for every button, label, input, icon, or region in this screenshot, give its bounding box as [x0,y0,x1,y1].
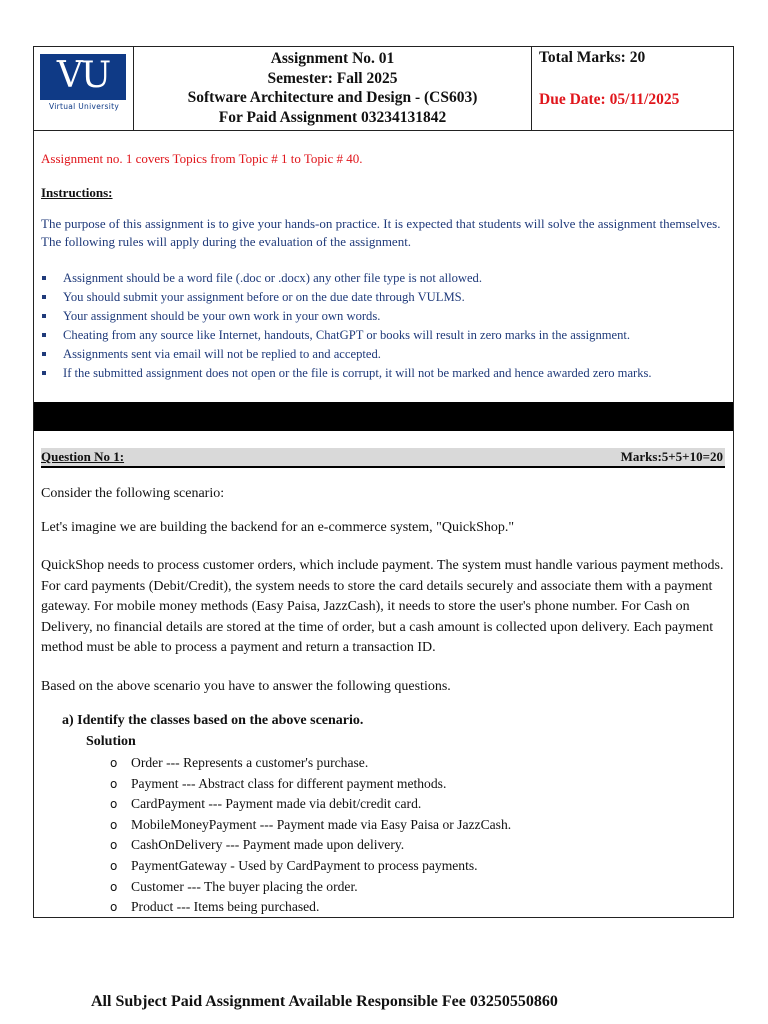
footer-advert: All Subject Paid Assignment Available Responsible Fee 03250550860 [91,993,558,1010]
vu-logo-mark [40,54,126,100]
title-cell [134,47,532,130]
question-marks: Marks:5+5+10=20 [620,449,723,464]
rule-item [41,326,652,345]
bullet-square-icon [42,314,46,318]
class-item [106,753,511,774]
rule-text: Cheating from any source like Internet, handouts, ChatGPT or books will result in zero marks in the assignment. [63,328,631,342]
class-text: CardPayment --- Payment made via debit/credit card. [131,796,422,812]
assignment-frame [33,46,734,918]
instructions-purpose: The purpose of this assignment is to give your hands-on practice. It is expected that students will solve the assignment themselves. The following rules will apply during the evaluation of the assignment. [41,216,721,249]
vu-logo-letters: VU [56,55,110,96]
bullet-square-icon [42,371,46,375]
rule-text: Your assignment should be your own work in your own words. [63,309,381,323]
course-name: Software Architecture and Design - (CS603) [187,89,478,106]
rule-text: If the submitted assignment does not open or the file is corrupt, it will not be marked and hence awarded zero marks. [63,366,652,380]
total-marks: Total Marks: 20 [539,49,646,66]
bullet-square-icon [42,295,46,299]
paid-assignment-contact: For Paid Assignment 03234131842 [218,108,447,126]
class-item [106,774,511,795]
scenario-imagine: Let's imagine we are building the backend for an e-commerce system, "QuickShop." [41,520,515,535]
rules-list [41,269,652,383]
class-item [106,897,511,918]
bullet-circle-icon: o [110,838,118,853]
rule-item [41,288,652,307]
semester: Semester: Fall 2025 [267,69,398,87]
class-text: Order --- Represents a customer's purchase. [131,755,369,770]
topics-note: Assignment no. 1 covers Topics from Topic # 1 to Topic # 40. [41,151,363,166]
scenario-description: QuickShop needs to process customer orders, which include payment. The system must handle various payment methods. For card payments (Debit/Credit), the system needs to store the card details securely and associate them with a payment gateway. For mobile money methods (Easy Paisa, JazzCash), it needs to store the user's phone number. For Cash on Delivery, no financial details are stored at the time of order, but a cash amount is collected upon delivery. Each payment method must be able to process a payment and return a transaction ID. [41,558,724,655]
class-item [106,815,511,836]
class-text: Customer --- The buyer placing the order. [131,878,358,894]
marks-cell [532,47,733,130]
instructions-heading: Instructions: [41,185,113,200]
class-text: MobileMoneyPayment --- Payment made via Easy Paisa or JazzCash. [131,816,512,832]
class-item [106,794,511,815]
bullet-square-icon [42,276,46,280]
bullet-circle-icon: o [110,817,118,832]
question-label: Question No 1: [41,449,125,464]
class-item [106,877,511,898]
section-divider-bar [34,402,733,431]
rule-text: Assignment should be a word file (.doc or .docx) any other file type is not allowed. [63,271,482,285]
bullet-circle-icon: o [110,797,118,812]
bullet-circle-icon: o [110,756,118,770]
class-text: Product --- Items being purchased. [131,899,320,915]
bullet-circle-icon: o [110,776,118,791]
class-item [106,856,511,877]
class-text: Payment --- Abstract class for different payment methods. [131,775,447,791]
bullet-circle-icon: o [110,858,118,873]
solution-label: Solution [86,734,136,749]
rule-item [41,307,652,326]
question-header-bar [41,448,725,468]
class-text: PaymentGateway - Used by CardPayment to process payments. [131,857,478,873]
bullet-circle-icon: o [110,879,118,894]
bullet-circle-icon: o [110,900,118,915]
class-item [106,835,511,856]
scenario-intro: Consider the following scenario: [41,486,225,501]
scenario-based-on: Based on the above scenario you have to answer the following questions. [41,679,451,694]
vu-logo-caption: Virtual University [48,102,120,111]
class-text: CashOnDelivery --- Payment made upon delivery. [131,837,405,853]
bullet-square-icon [42,352,46,356]
rule-item [41,269,652,288]
rule-item [41,364,652,383]
assignment-header-table [34,47,733,131]
logo-cell [34,47,134,130]
bullet-square-icon [42,333,46,337]
due-date: Due Date: 05/11/2025 [539,91,680,108]
vu-logo [40,54,128,116]
rule-text: You should submit your assignment before or on the due date through VULMS. [63,290,465,304]
rule-text: Assignments sent via email will not be replied to and accepted. [63,347,381,361]
part-a-question: a) Identify the classes based on the above scenario. [62,713,364,728]
assignment-number: Assignment No. 01 [270,50,395,67]
classes-list [106,753,511,918]
rule-item [41,345,652,364]
